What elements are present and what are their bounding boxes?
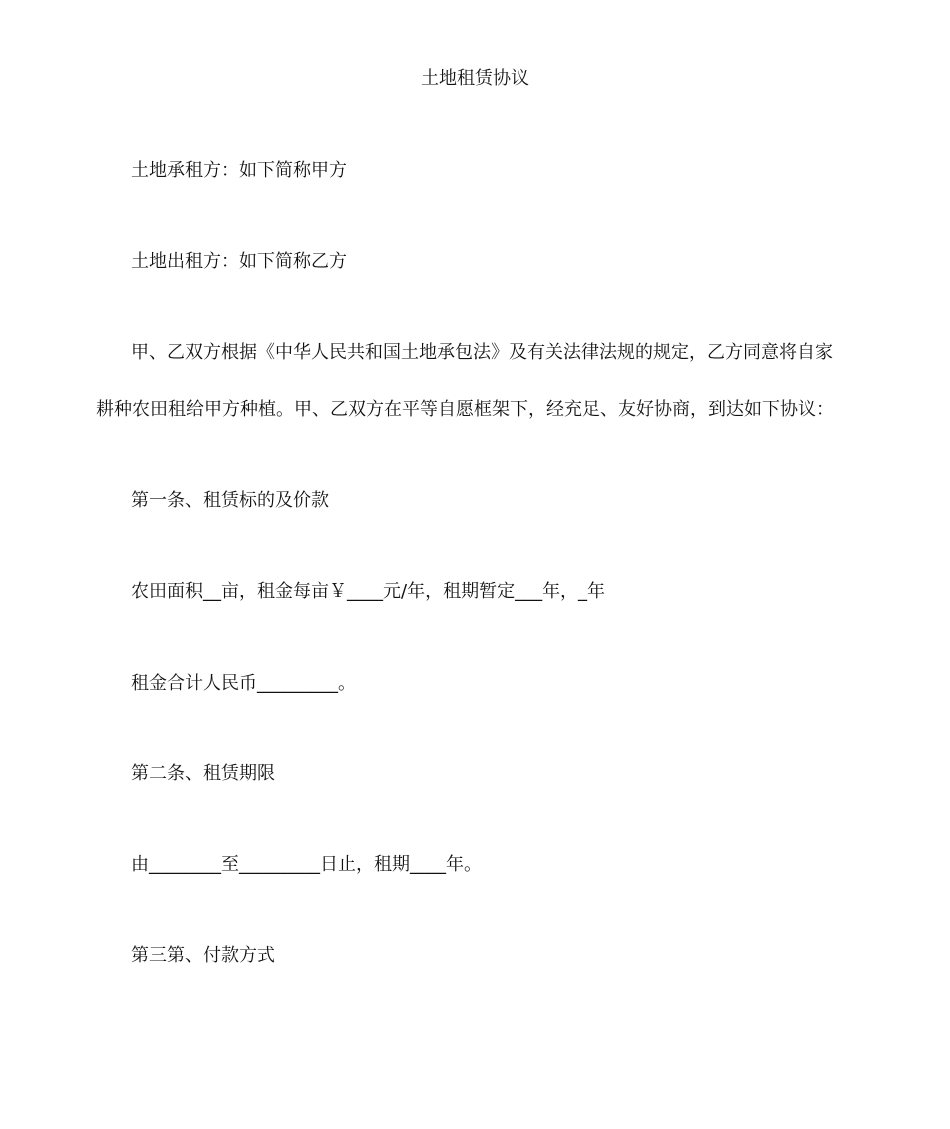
paragraph-lessor: 土地出租方：如下简称乙方 (131, 251, 347, 272)
paragraph-intro-line-2: 耕种农田租给甲方种植。甲、乙双方在平等自愿框架下，经充足、友好协商，到达如下协议： (96, 399, 834, 420)
paragraph-lessee: 土地承租方：如下简称甲方 (131, 160, 347, 181)
article-2-period: 由________至_________日止，租期____年。 (131, 854, 482, 875)
article-3-heading: 第三第、付款方式 (131, 945, 275, 966)
article-1-area-rent: 农田面积__亩，租金每亩￥____元/年，租期暂定___年，_年 (131, 581, 606, 602)
article-2-heading: 第二条、租赁期限 (131, 763, 275, 784)
document-title: 土地租赁协议 (421, 68, 529, 89)
paragraph-intro-line-1: 甲、乙双方根据《中华人民共和国土地承包法》及有关法律法规的规定，乙方同意将自家 (131, 342, 833, 363)
article-1-heading: 第一条、租赁标的及价款 (131, 490, 329, 511)
article-1-total-rent: 租金合计人民币_________。 (131, 673, 356, 694)
